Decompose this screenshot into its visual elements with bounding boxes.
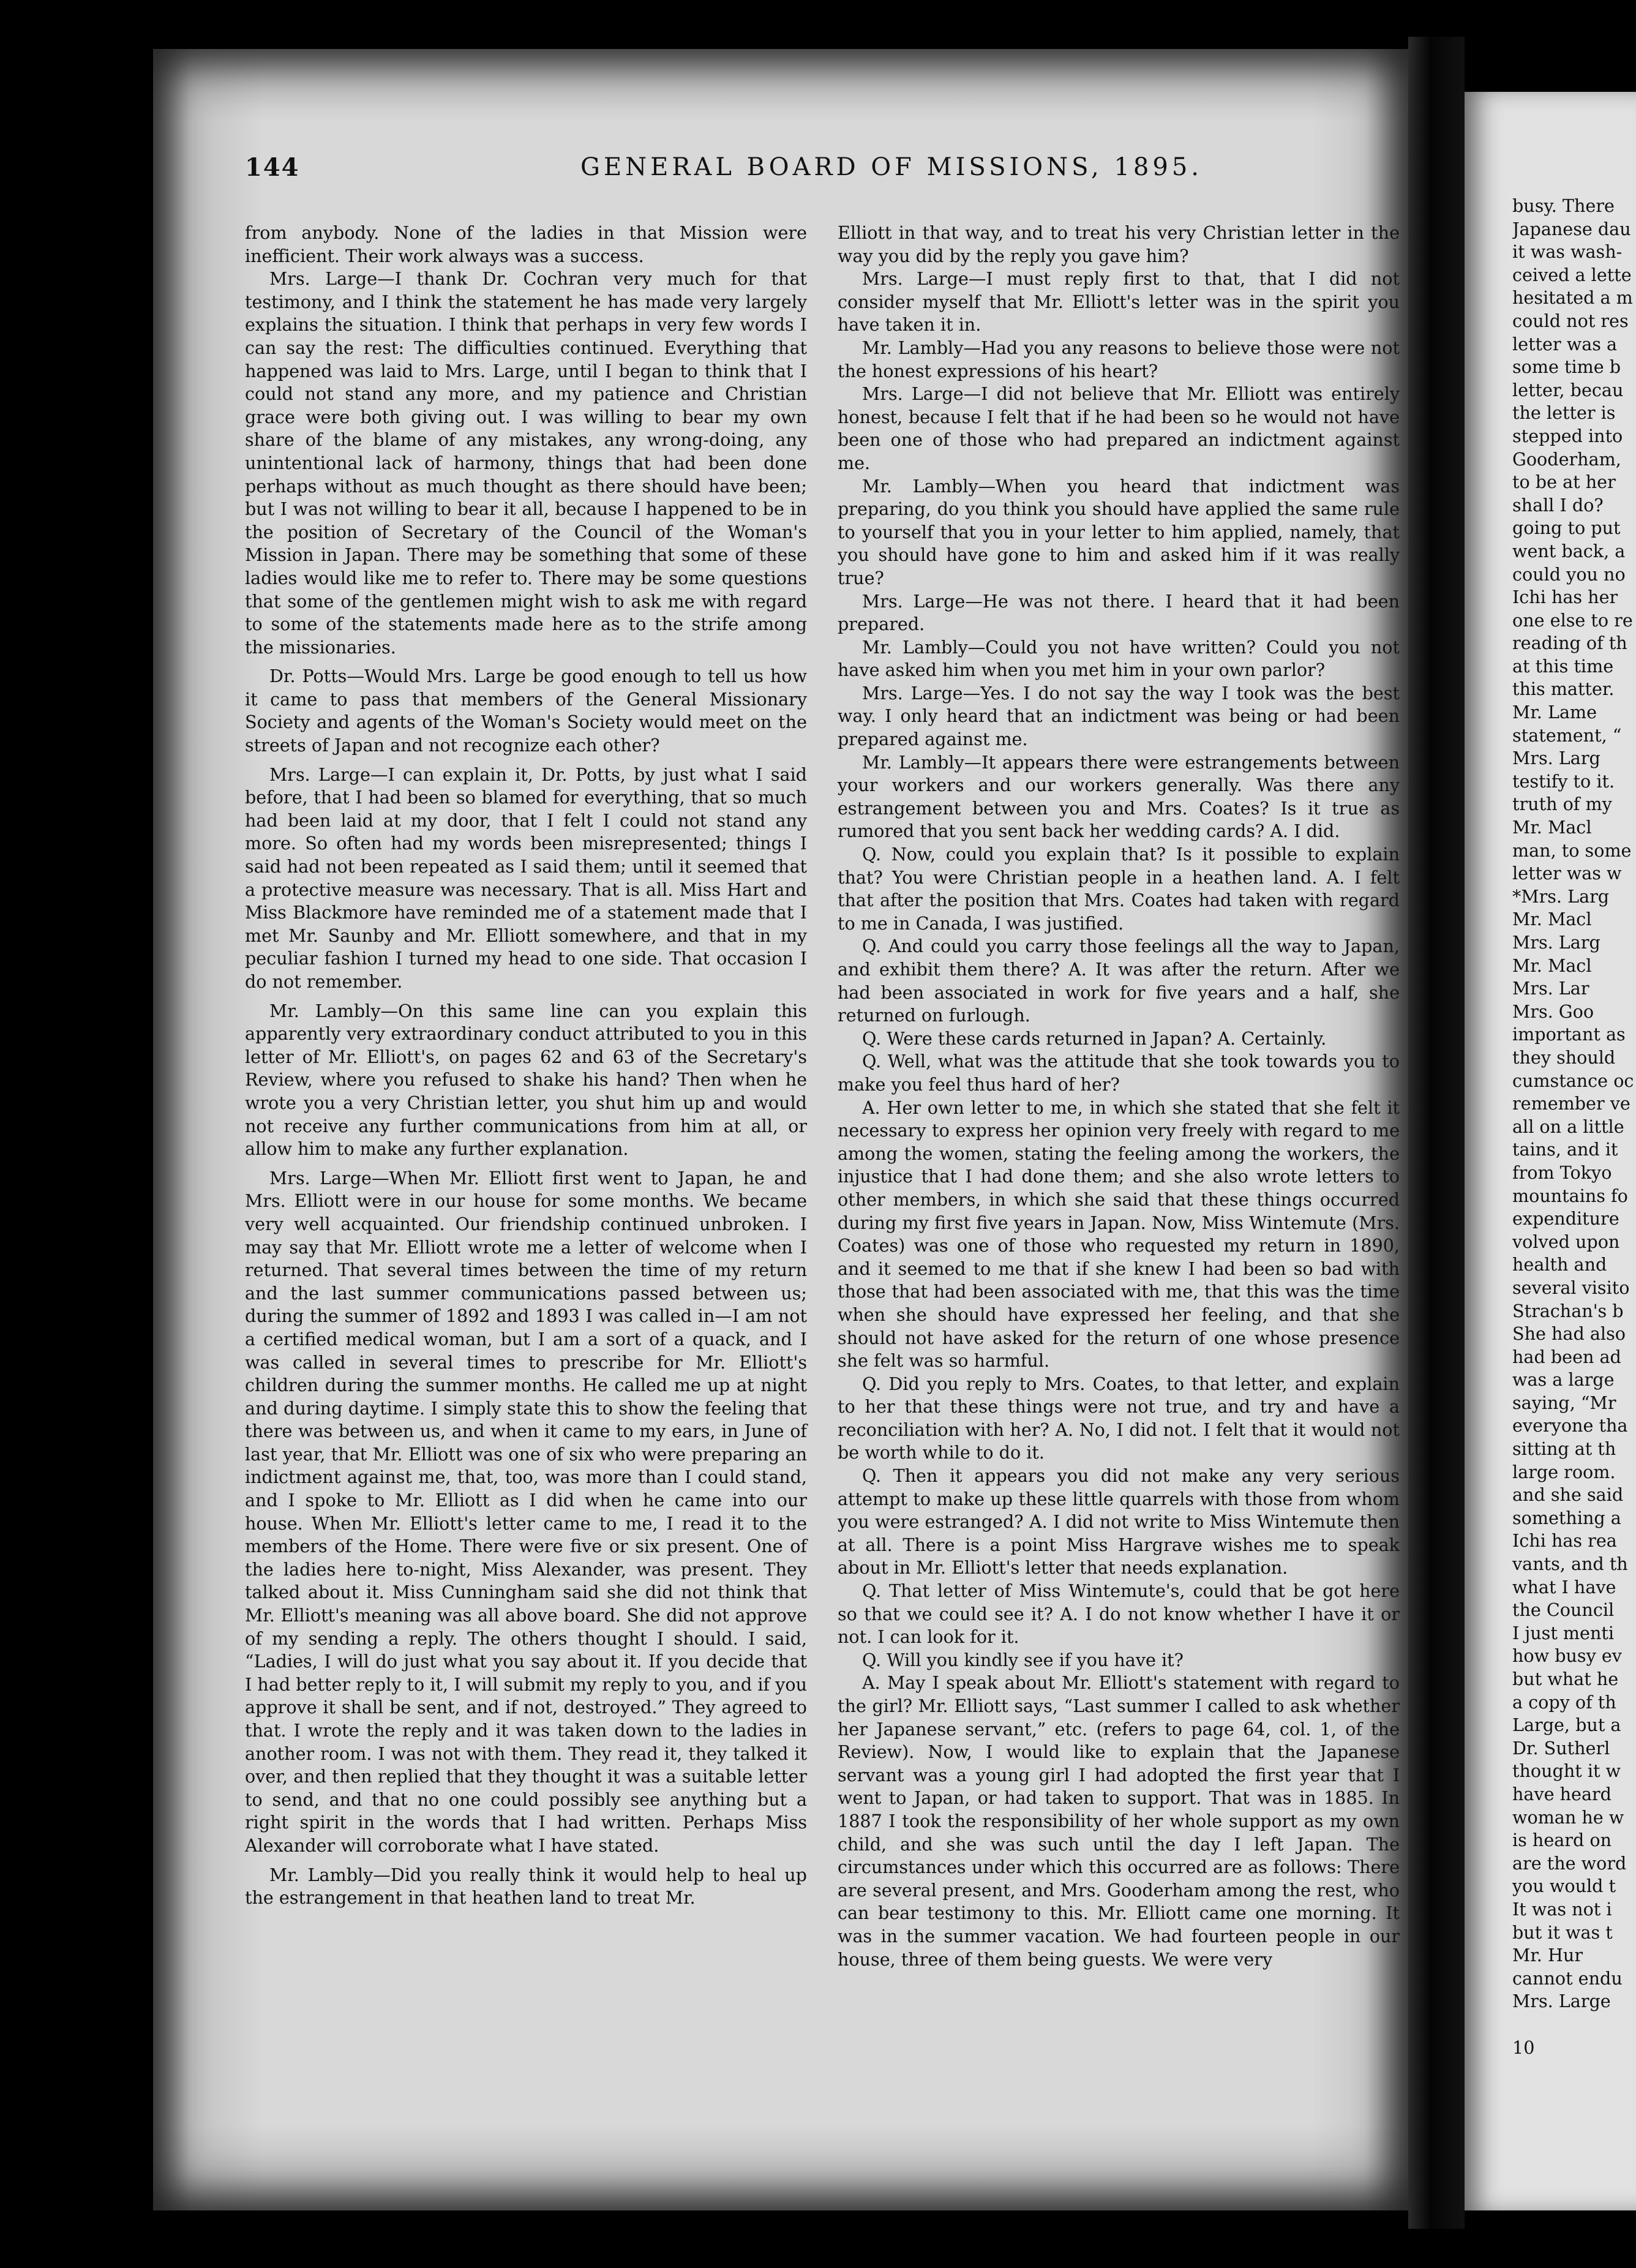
page-header [245, 153, 1408, 196]
left-column [245, 222, 807, 1910]
facing-page-line: Ichi has rea [1512, 1530, 1617, 1552]
facing-page-line: busy. There [1512, 195, 1615, 216]
facing-page-line: Dr. Sutherl [1512, 1737, 1610, 1759]
facing-page-line: Ichi has her [1512, 587, 1618, 608]
facing-page-line: thought it w [1512, 1760, 1621, 1782]
paragraph: Dr. Potts—Would Mrs. Large be good enough to tell us how it came to pass that members of the General Missionary Society and agents of the Woman's Society would meet on the streets of Japan and not recognize each other? [245, 666, 807, 756]
facing-page-line: volved upon [1512, 1231, 1620, 1252]
facing-page-line: I just menti [1512, 1622, 1615, 1643]
facing-page-line: shall I do? [1512, 494, 1604, 516]
facing-page-line: they should [1512, 1046, 1616, 1068]
facing-page-line: Large, but a [1512, 1714, 1621, 1736]
paragraph: Q. And could you carry those feelings all the way to Japan, and exhibit them there? A. It was after the return. After we had been associated in work for five years and a half, she returned on furlough. [838, 936, 1400, 1026]
paragraph: Mrs. Large—Yes. I do not say the way I took was the best way. I only heard that an indictment was being or had been prepared against me. [838, 682, 1400, 750]
facing-page-line: man, to some [1512, 839, 1632, 861]
paragraph: Mr. Lambly—Could you not have written? Could you not have asked him when you met him in your own parlor? [838, 636, 1400, 681]
facing-page-line: Mr. Macl [1512, 955, 1592, 976]
page-number: 144 [245, 153, 300, 182]
paragraph: Mrs. Large—When Mr. Elliott first went to Japan, he and Mrs. Elliott were in our house for some months. We became very well acquainted. Our friendship continued unbroken. I may say that Mr. Elliott wrote me a letter of welcome when I returned. That several times between the time of my return and the last summer communications passed between us; during the summer of 1892 and 1893 I was called in—I am not a certified medical woman, but I am a sort of a quack, and I was called in several times to prescribe for Mr. Elliott's children during the summer months. He called me up at night and during daytime. I simply state this to show the feeling that there was between us, and when it came to my ears, in June of last year, that Mr. Elliott was one of six who were preparing an indictment against me, that, too, was more than I could stand, and I spoke to Mr. Elliott as I did when he came into our house. When Mr. Elliott's letter came to me, I read it to the members of the Home. There were five or six present. One of the ladies here to-night, Miss Alexander, was present. They talked about it. Miss Cunningham said she did not think that Mr. Elliott's meaning was all above board. She did not approve of my sending a reply. The others thought I should. I said, “Ladies, I will do just what you say about it. If you decide that I had better reply to it, I will submit my reply to you, and if you approve it shall be sent, and if not, destroyed.” They agreed to that. I wrote the reply and it was taken down to the ladies in another room. I was not with them. They read it, they talked it over, and then replied that they thought it was a suitable letter to send, and that no one could possibly see anything but a right spirit in the words that I had written. Perhaps Miss Alexander will corroborate what I have stated. [245, 1167, 807, 1856]
facing-page-line: to be at her [1512, 471, 1616, 493]
facing-page-line: had been ad [1512, 1346, 1621, 1367]
paragraph: Q. That letter of Miss Wintemute's, could that be got here so that we could see it? A. I do not know whether I have it or not. I can look for it. [838, 1580, 1400, 1648]
paragraph: Mrs. Large—He was not there. I heard that it had been prepared. [838, 590, 1400, 635]
facing-page-line: hesitated a m [1512, 287, 1633, 309]
facing-page-line: at this time [1512, 655, 1614, 677]
paragraph: Mr. Lambly—On this same line can you explain this apparently very extraordinary conduct attributed to you in this letter of Mr. Elliott's, on pages 62 and 63 of the Secretary's Review, where you refused to shake his hand? Then when he wrote you a very Christian letter, you shut him up and would not receive any further communications from him at all, or allow him to make any further explanation. [245, 1000, 807, 1160]
facing-page-line: vants, and th [1512, 1553, 1628, 1575]
facing-page-line: woman he w [1512, 1806, 1624, 1828]
facing-page-line: some time b [1512, 356, 1621, 378]
facing-page-line: could you no [1512, 563, 1626, 585]
running-title: GENERAL BOARD OF MISSIONS, 1895. [580, 153, 1203, 181]
facing-page-line: remember ve [1512, 1093, 1630, 1114]
facing-page-line: how busy ev [1512, 1645, 1622, 1667]
facing-page-text [1512, 195, 1635, 2059]
paragraph: Q. Now, could you explain that? Is it possible to explain that? You were Christian people in a heathen land. A. I felt that after the position that Mrs. Coates had taken with regard to me in Canada, I was justified. [838, 844, 1400, 934]
facing-page-line: it was wash- [1512, 241, 1623, 263]
facing-page-line: Mr. Hur [1512, 1945, 1583, 1966]
facing-page-line: large room. [1512, 1461, 1616, 1482]
facing-page-line: went back, a [1512, 540, 1626, 561]
facing-page-line: Strachan's b [1512, 1300, 1624, 1321]
facing-page-line: saying, “Mr [1512, 1392, 1616, 1413]
facing-page-line: Mrs. Larg [1512, 748, 1600, 769]
facing-page-line: was a large [1512, 1369, 1615, 1391]
facing-page-line: something a [1512, 1507, 1621, 1528]
book-gutter [1408, 37, 1465, 2229]
paragraph: Q. Were these cards returned in Japan? A. Certainly. [862, 1027, 1327, 1049]
facing-page-line: Mrs. Goo [1512, 1001, 1594, 1022]
paragraph: Mrs. Large—I did not believe that Mr. Elliott was entirely honest, because I felt that if he had been so he would not have been one of those who had prepared an indictment against me. [838, 383, 1400, 473]
facing-page-line: Japanese dau [1512, 218, 1631, 239]
facing-page-line [1512, 2013, 1635, 2037]
facing-page-line: have heard [1512, 1783, 1612, 1804]
facing-page-line: health and [1512, 1254, 1607, 1275]
facing-page-line: *Mrs. Larg [1512, 885, 1610, 907]
facing-page-line: are the word [1512, 1852, 1627, 1874]
facing-page-line: Mrs. Large [1512, 1991, 1611, 2012]
paragraph: Elliott in that way, and to treat his very Christian letter in the way you did by the reply you gave him? [838, 222, 1400, 266]
paragraph: Q. Well, what was the attitude that she took towards you to make you feel thus hard of her? [838, 1051, 1400, 1095]
facing-page-line: is heard on [1512, 1830, 1612, 1851]
facing-page-line: testify to it. [1512, 770, 1615, 792]
facing-page-line: the Council [1512, 1599, 1615, 1621]
facing-page-line: letter, becau [1512, 379, 1624, 400]
paragraph: Q. Will you kindly see if you have it? [862, 1649, 1184, 1670]
facing-page-line: tains, and it [1512, 1139, 1618, 1160]
paragraph: Mrs. Large—I must reply first to that, that I did not consider myself that Mr. Elliott's letter was in the spirit you have taken it in. [838, 268, 1400, 336]
facing-page-line: It was not i [1512, 1898, 1612, 1920]
facing-page-line: the letter is [1512, 402, 1616, 424]
facing-page-line: you would t [1512, 1876, 1616, 1897]
facing-page-line: Mr. Lame [1512, 702, 1597, 723]
paragraph: A. Her own letter to me, in which she stated that she felt it necessary to express her opinion very freely with regard to me among the women, stating the feeling among the workers, the injustice that I had done them; and she also wrote letters to other members, in which she said that these things occurred during my first five years in Japan. Now, Miss Wintemute (Mrs. Coates) was one of those who requested my return in 1890, and it seemed to me that if she knew I had been so bad with those that had been associated with me, that this was the time when she should have expressed her feeling, and that she should not have asked for the return of one whose presence she felt was so harmful. [838, 1097, 1400, 1372]
facing-page-line: expenditure [1512, 1208, 1619, 1230]
paragraph: from anybody. None of the ladies in that Mission were inefficient. Their work always was a success. [245, 222, 807, 266]
facing-page-line: this matter. [1512, 678, 1615, 700]
facing-page-line: but what he [1512, 1669, 1619, 1689]
facing-page-line: cumstance oc [1512, 1070, 1634, 1091]
facing-page-line: important as [1512, 1024, 1626, 1045]
facing-page-line: several visito [1512, 1277, 1630, 1298]
facing-page-line: letter was w [1512, 863, 1622, 884]
paragraph: Mrs. Large—I thank Dr. Cochran very much for that testimony, and I think the statement he has made very largely explains the situation. I think that perhaps in very few words I can say the rest: The difficulties continued. Everything that happened was laid to Mrs. Large, until I began to think that I could not stand any more, and my patience and Christian grace were both giving out. I was willing to bear my own share of the blame of any mistakes, any wrong-doing, any unintentional lack of harmony, things that had been done perhaps without as much thought as there should have been; but I was not willing to bear it all, because I happened to be in the position of Secretary of the Council of the Woman's Mission in Japan. There may be something that some of these ladies would like me to refer to. There may be some questions that some of the gentlemen might wish to ask me with regard to some of the statements made here as to the strife among the missionaries. [245, 268, 807, 658]
facing-page-line: Mr. Macl [1512, 817, 1592, 838]
facing-page-line: going to put [1512, 517, 1621, 539]
facing-page-line: 10 [1512, 2037, 1535, 2058]
facing-page-line: mountains fo [1512, 1185, 1628, 1206]
facing-page-line: truth of my [1512, 794, 1612, 815]
facing-page-line: everyone tha [1512, 1415, 1628, 1436]
facing-page-line: Mrs. Lar [1512, 978, 1589, 999]
right-column [838, 222, 1400, 1971]
paragraph: Mrs. Large—I can explain it, Dr. Potts, by just what I said before, that I had been so blamed for everything, that so much had been laid at my door, that I felt I could not stand any more. So often had my words been misrepresented; things I said had not been repeated as I said them; until it seemed that a protective measure was necessary. That is all. Miss Hart and Miss Blackmore have reminded me of a statement made that I met Mr. Saunby and Mr. Elliott somewhere, and that in my peculiar fashion I turned my head to one side. That occasion I do not remember. [245, 764, 807, 992]
facing-page-line: She had also [1512, 1323, 1626, 1345]
facing-page-line: ceived a lette [1512, 264, 1632, 285]
facing-page-line: and she said [1512, 1484, 1624, 1506]
facing-page-line: Mr. Macl [1512, 909, 1592, 930]
facing-page-line: but it was t [1512, 1921, 1613, 1943]
paragraph: A. May I speak about Mr. Elliott's statement with regard to the girl? Mr. Elliott says, “Last summer I called to ask whether her Japanese servant,” etc. (refers to page 64, col. 1, of the Review). Now, I would like to explain that the Japanese servant was a young girl I had adopted the first year that I went to Japan, or had taken to support. That was in 1885. In 1887 I took the responsibility of her whole support as my own child, and she was such until the day I left Japan. The circumstances under which this occurred are as follows: There are several present, and Mrs. Gooderham among the rest, who can bear testimony to this. Mr. Elliott came one morning. It was in the summer vacation. We had fourteen people in our house, three of them being guests. We were very [838, 1672, 1400, 1970]
facing-page-line: Mrs. Larg [1512, 932, 1600, 953]
facing-page-line: a copy of th [1512, 1691, 1616, 1713]
paragraph: Q. Did you reply to Mrs. Coates, to that letter, and explain to her that these things were not true, and try and have a reconciliation with her? A. No, I did not. I felt that it would not be worth while to do it. [838, 1373, 1400, 1463]
facing-page-line: one else to re [1512, 609, 1633, 631]
paragraph: Mr. Lambly—Did you really think it would help to heal up the estrangement in that heathen land to treat Mr. [245, 1864, 807, 1909]
facing-page-line: statement, “ [1512, 724, 1622, 746]
facing-page-line: reading of th [1512, 633, 1627, 654]
facing-page-line: letter was a [1512, 333, 1618, 355]
facing-page-line: what I have [1512, 1576, 1616, 1598]
facing-page-line: stepped into [1512, 425, 1623, 446]
facing-page-line: from Tokyo [1512, 1162, 1612, 1183]
facing-page-line: could not res [1512, 310, 1629, 331]
paragraph: Mr. Lambly—When you heard that indictment was preparing, do you think you should have applied the same rule to yourself that you in your letter to him applied, namely, that you should have gone to him and asked him if it was really true? [838, 475, 1400, 588]
facing-page-line: cannot endu [1512, 1967, 1623, 1989]
facing-page-line: all on a little [1512, 1116, 1624, 1137]
facing-page-line: Gooderham, [1512, 448, 1621, 470]
paragraph: Mr. Lambly—It appears there were estrangements between your workers and our workers generally. Was there any estrangement between you and Mrs. Coates? Is it true as rumored that you sent back her wedding cards? A. I did. [838, 751, 1400, 842]
paragraph: Mr. Lambly—Had you any reasons to believe those were not the honest expressions of his heart? [838, 337, 1400, 381]
paragraph: Q. Then it appears you did not make any very serious attempt to make up these little quarrels with those from whom you were estranged? A. I did not write to Miss Wintemute then at all. There is a point Miss Hargrave wishes me to speak about in Mr. Elliott's letter that needs explanation. [838, 1465, 1400, 1579]
facing-page-line: sitting at th [1512, 1438, 1616, 1460]
